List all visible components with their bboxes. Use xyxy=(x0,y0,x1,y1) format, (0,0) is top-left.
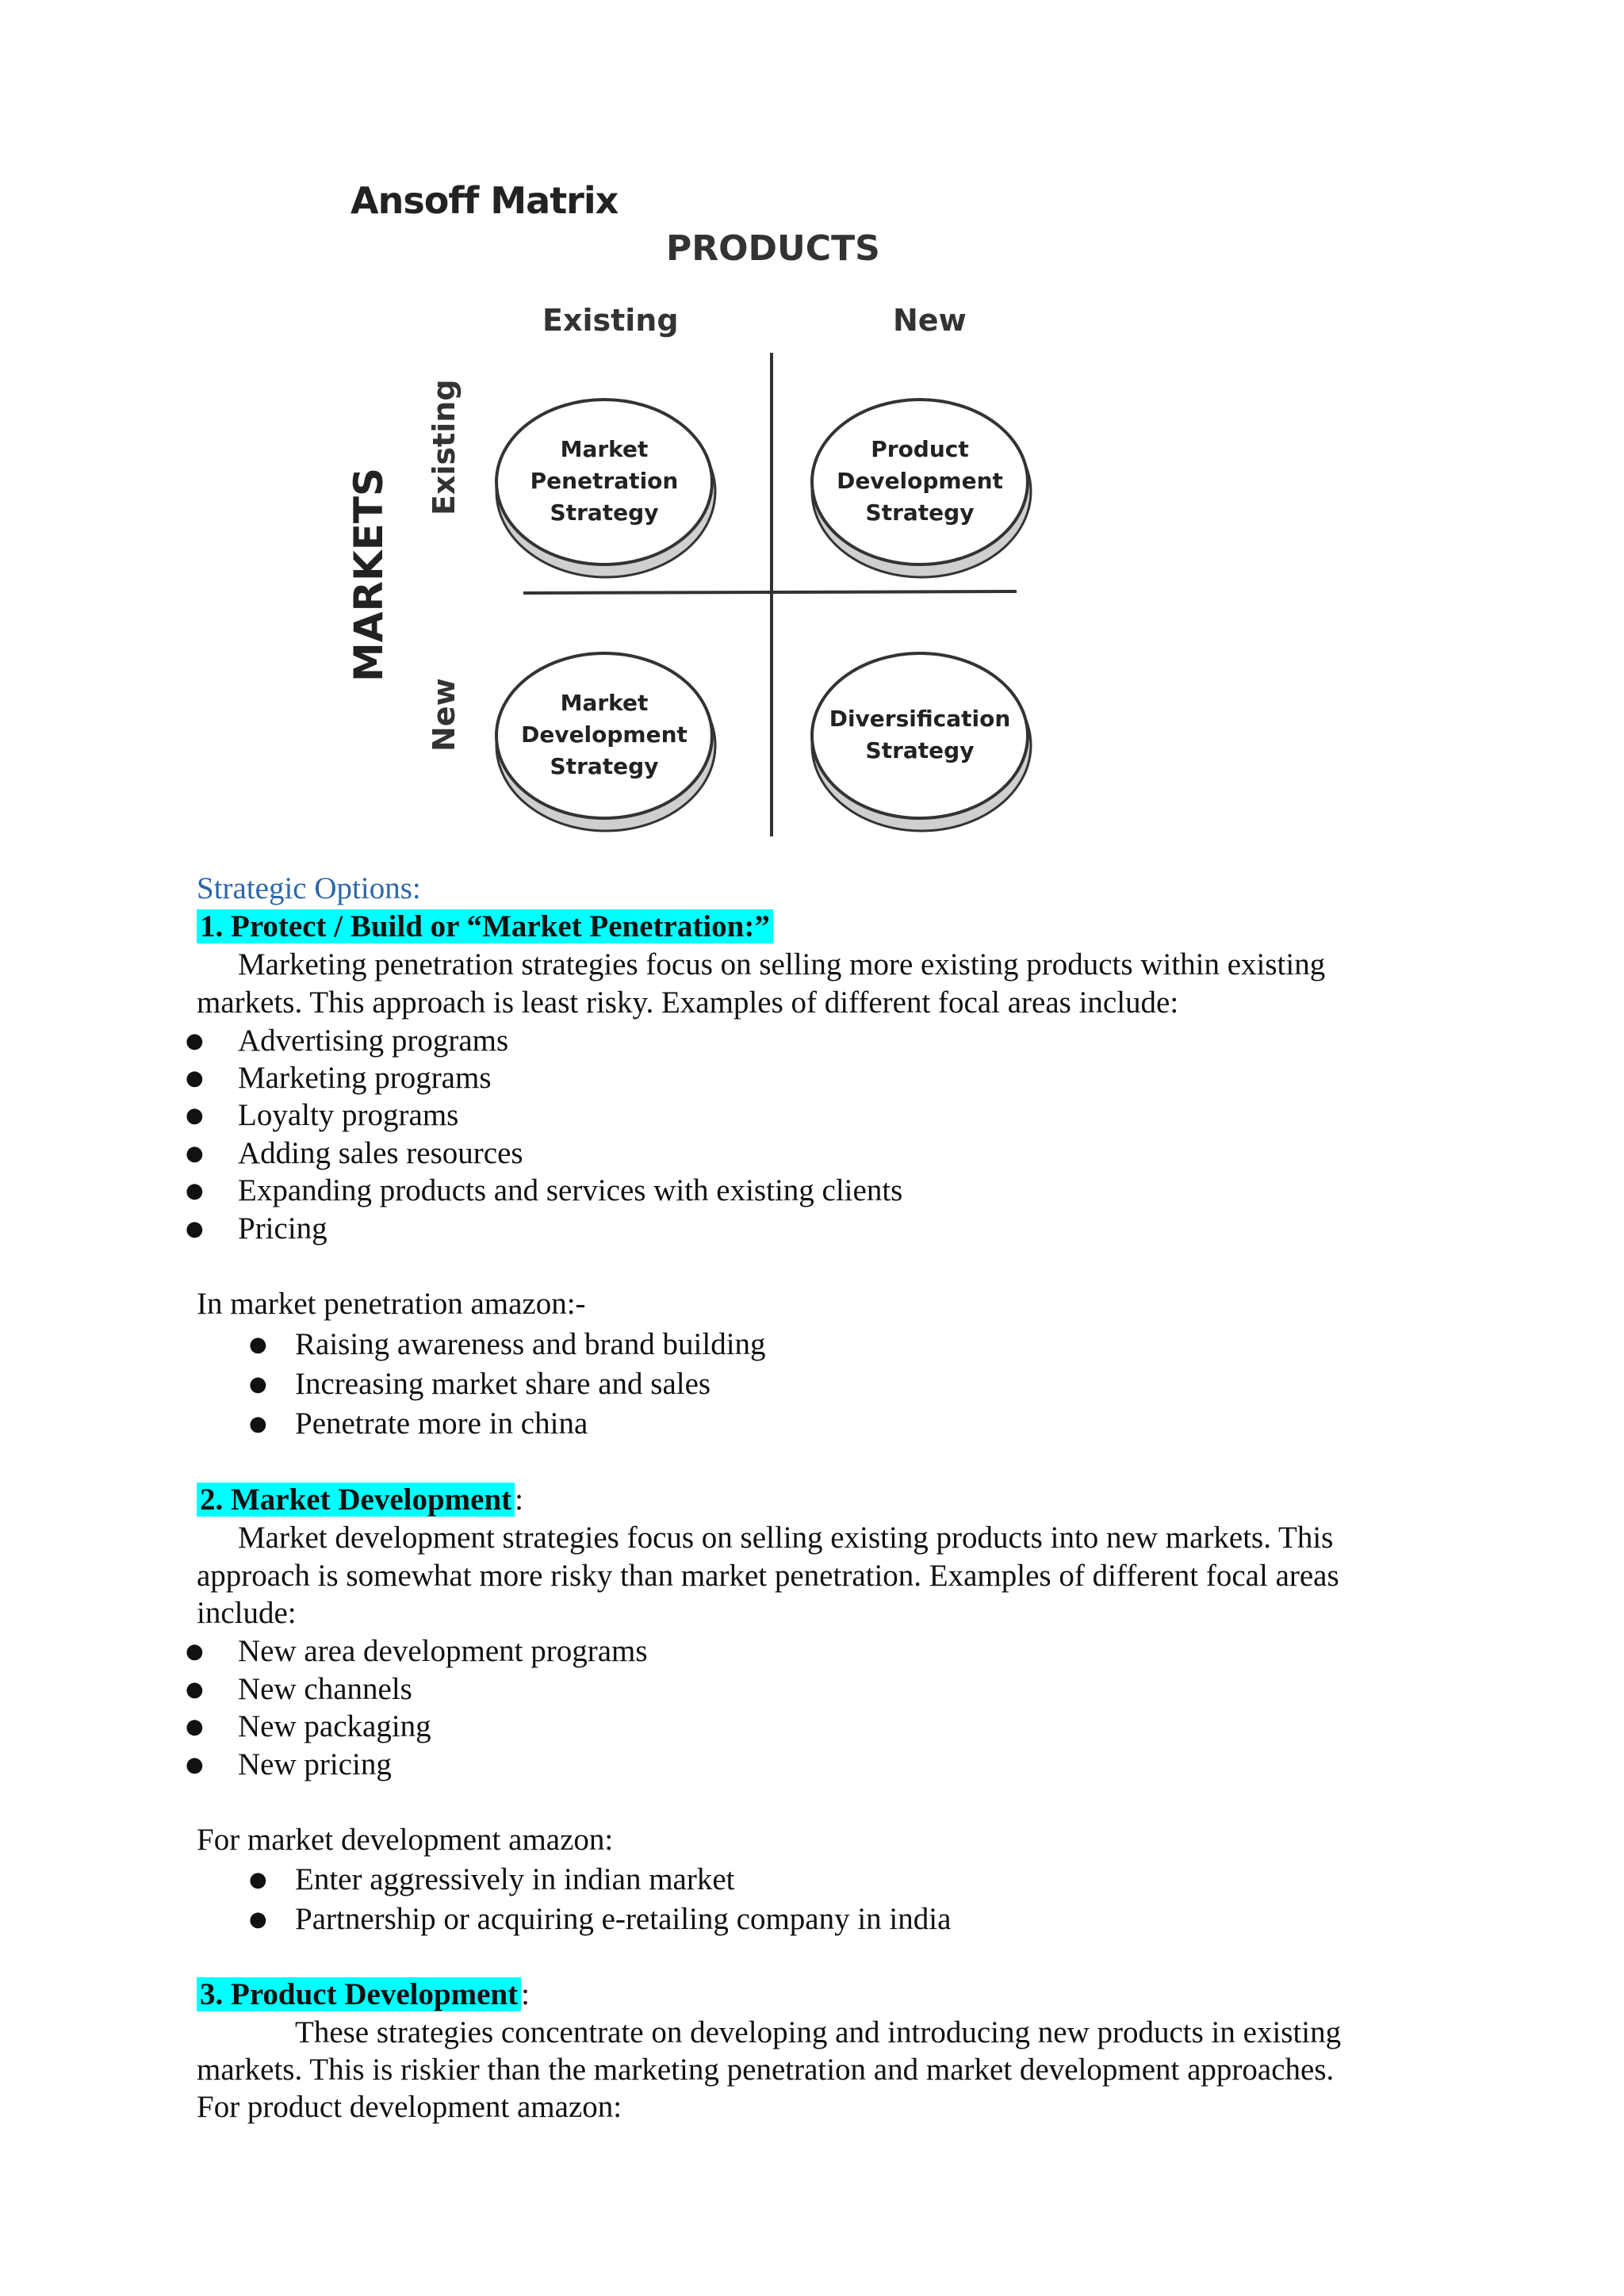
bullet-dot: ● xyxy=(186,1142,204,1165)
markets-axis-label: MARKETS xyxy=(346,468,392,682)
column-new-label: New xyxy=(893,303,967,338)
list-item: Penetrate more in china xyxy=(295,1406,588,1441)
section-1-heading xyxy=(197,908,773,946)
quadrant-label: Market Penetration Strategy xyxy=(530,436,679,526)
bullet-dot: ● xyxy=(249,1333,267,1357)
section-1-heading-text: 1. Protect / Build or “Market Penetration:” xyxy=(197,909,773,943)
list-item: Raising awareness and brand building xyxy=(295,1327,766,1361)
bullet-dot: ● xyxy=(249,1868,267,1892)
section-2-paragraph-line-2: approach is somewhat more risky than market penetration. Examples of different focal areas xyxy=(197,1559,1339,1593)
list-item: New pricing xyxy=(238,1747,392,1781)
quadrant-label: Product Development Strategy xyxy=(837,436,1003,526)
section-3-heading-suffix: : xyxy=(521,1977,530,2011)
list-item: Pricing xyxy=(238,1211,327,1246)
section-1-paragraph-line-2: markets. This approach is least risky. Examples of different focal areas include: xyxy=(197,985,1179,1020)
section-1-amazon-intro: In market penetration amazon:- xyxy=(197,1287,586,1321)
bullet-dot: ● xyxy=(186,1029,204,1053)
ansoff-matrix-figure xyxy=(333,174,1047,856)
list-item: New packaging xyxy=(238,1709,431,1743)
bullet-dot: ● xyxy=(186,1640,204,1663)
list-item: Partnership or acquiring e-retailing company in india xyxy=(295,1902,952,1936)
quadrant-diversification xyxy=(809,652,1047,842)
section-3-heading xyxy=(197,1976,530,2014)
bullet-dot: ● xyxy=(186,1066,204,1090)
list-item: Advertising programs xyxy=(238,1024,509,1058)
quadrant-label: Diversification Strategy xyxy=(829,706,1011,763)
quadrant-label: Market Development Strategy xyxy=(521,690,688,779)
products-axis-label: PRODUCTS xyxy=(666,228,880,269)
section-2-paragraph-line-1: Market development strategies focus on selling existing products into new markets. This xyxy=(238,1521,1334,1555)
section-3-paragraph-line-1: These strategies concentrate on developing and introducing new products in existing xyxy=(295,2015,1342,2049)
bullet-dot: ● xyxy=(249,1372,267,1396)
section-3-paragraph-line-3: For product development amazon: xyxy=(197,2090,622,2124)
bullet-dot: ● xyxy=(186,1179,204,1203)
column-existing-label: Existing xyxy=(542,303,679,338)
list-item: New area development programs xyxy=(238,1634,648,1668)
bullet-dot: ● xyxy=(186,1715,204,1739)
list-item: Enter aggressively in indian market xyxy=(295,1862,735,1896)
list-item: New channels xyxy=(238,1672,412,1706)
quadrant-product-development xyxy=(809,398,1047,588)
section-2-heading-text: 2. Market Development xyxy=(197,1483,515,1517)
quadrant-market-development xyxy=(493,652,731,842)
bullet-dot: ● xyxy=(186,1217,204,1241)
section-2-heading-suffix: : xyxy=(515,1483,523,1517)
section-3-paragraph-line-2: markets. This is riskier than the marketing penetration and market development approaches. xyxy=(197,2053,1335,2087)
section-2-paragraph-line-3: include: xyxy=(197,1596,297,1630)
list-item: Adding sales resources xyxy=(238,1136,523,1170)
bullet-dot: ● xyxy=(186,1104,204,1127)
strategic-options-heading: Strategic Options: xyxy=(197,871,421,905)
section-3-heading-text: 3. Product Development xyxy=(197,1977,521,2011)
section-2-heading xyxy=(197,1481,523,1519)
quadrant-market-penetration xyxy=(493,398,731,588)
row-existing-label: Existing xyxy=(427,379,462,515)
list-item: Expanding products and services with existing clients xyxy=(238,1173,903,1207)
figure-title: Ansoff Matrix xyxy=(350,179,619,222)
bullet-dot: ● xyxy=(186,1678,204,1701)
bullet-dot: ● xyxy=(249,1412,267,1436)
bullet-dot: ● xyxy=(249,1908,267,1931)
bullet-dot: ● xyxy=(186,1753,204,1777)
list-item: Marketing programs xyxy=(238,1061,492,1095)
list-item: Loyalty programs xyxy=(238,1098,459,1132)
section-1-paragraph-line-1: Marketing penetration strategies focus on selling more existing products within existing xyxy=(238,947,1326,982)
row-new-label: New xyxy=(427,678,462,752)
list-item: Increasing market share and sales xyxy=(295,1367,711,1401)
section-2-amazon-intro: For market development amazon: xyxy=(197,1823,614,1857)
